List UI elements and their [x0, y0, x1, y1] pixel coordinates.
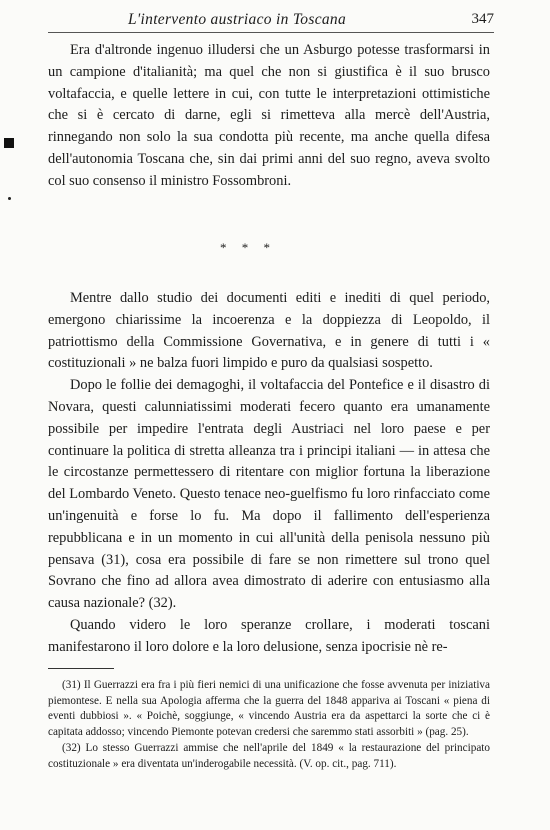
- footnote-32: (32) Lo stesso Guerrazzi ammise che nell'aprile del 1849 « la restaurazione del principato costituzionale » era diventata un'inderogabile necessità. (V. op. cit., pag. 711).: [48, 742, 490, 770]
- margin-dot: [8, 197, 11, 200]
- body-section-2: [48, 288, 490, 659]
- margin-mark: [4, 138, 14, 148]
- paragraph-2: Mentre dallo studio dei documenti editi e inediti di quel periodo, emergono chiarissime la incoerenza e la doppiezza di Leopoldo, il patriottismo della Commissione Governativa, e in genere di tutti i « costituzionali » ne balza fuori limpido e puro da qualsiasi sospetto.: [48, 290, 490, 372]
- paragraph-3: Dopo le follie dei demagoghi, il voltafaccia del Pontefice e il disastro di Novara, questi calunniatissimi moderati fecero quanto era umanamente possibile per impedire l'entrata degli Austriaci nel loro paese e per continuare la politica di stretta alleanza tra i principi italiani — in attesa che le circostanze permettessero di ritentare con miglior fortuna la liberazione del Lombardo Veneto. Questo tenace neo-guelfismo fu loro rinfacciato come un'ingenuità e forse lo fu. Ma dopo il fallimento dell'esperienza repubblicana e in un momento in cui all'unità della penisola nessuno più pensava (31), cosa era possibile di fare se non rimettere sul trono quel Sovrano che fino ad allora avea dimostrato di aderire con entusiasmo alla causa nazionale? (32).: [48, 377, 490, 612]
- body-section-1: [48, 40, 490, 193]
- running-title: L'intervento austriaco in Toscana: [128, 11, 347, 28]
- footnote-31: (31) Il Guerrazzi era fra i più fieri nemici di una unificazione che fosse avvenuta per iniziativa piemontese. E nella sua Apologia afferma che la guerra del 1848 appariva ai Toscani « piena di eventi dubbiosi ». « Poichè, soggiunge, « vincendo Austria era da aspettarci la sorte che ci è capitata addosso; vincendo Piemonte potevan credersi che saremmo stati assorbiti » (pag. 25).: [48, 679, 490, 738]
- page-header: [48, 8, 494, 33]
- paragraph-1: Era d'altronde ingenuo illudersi che un Asburgo potesse trasformarsi in un campione d'italianità; ma quel che non si giustifica è il suo brusco voltafaccia, e quelle lettere in cui, con tutte le interpretazioni ottimistiche che si è cercato di darne, egli si rimetteva alla mercè dell'Austria, rinnegando non solo la sua condotta più recente, ma anche quella difesa dell'autonomia Toscana che, sin dai primi anni del suo regno, aveva svolto col suo consenso il ministro Fossombroni.: [48, 42, 490, 189]
- paragraph-4: Quando videro le loro speranze crollare, i moderati toscani manifestarono il loro dolore e la loro delusione, senza ipocrisie nè re-: [48, 616, 490, 655]
- footnote-rule: [48, 668, 114, 669]
- footnotes: [48, 678, 490, 773]
- page-number: 347: [471, 11, 494, 27]
- section-separator: * * *: [220, 240, 276, 255]
